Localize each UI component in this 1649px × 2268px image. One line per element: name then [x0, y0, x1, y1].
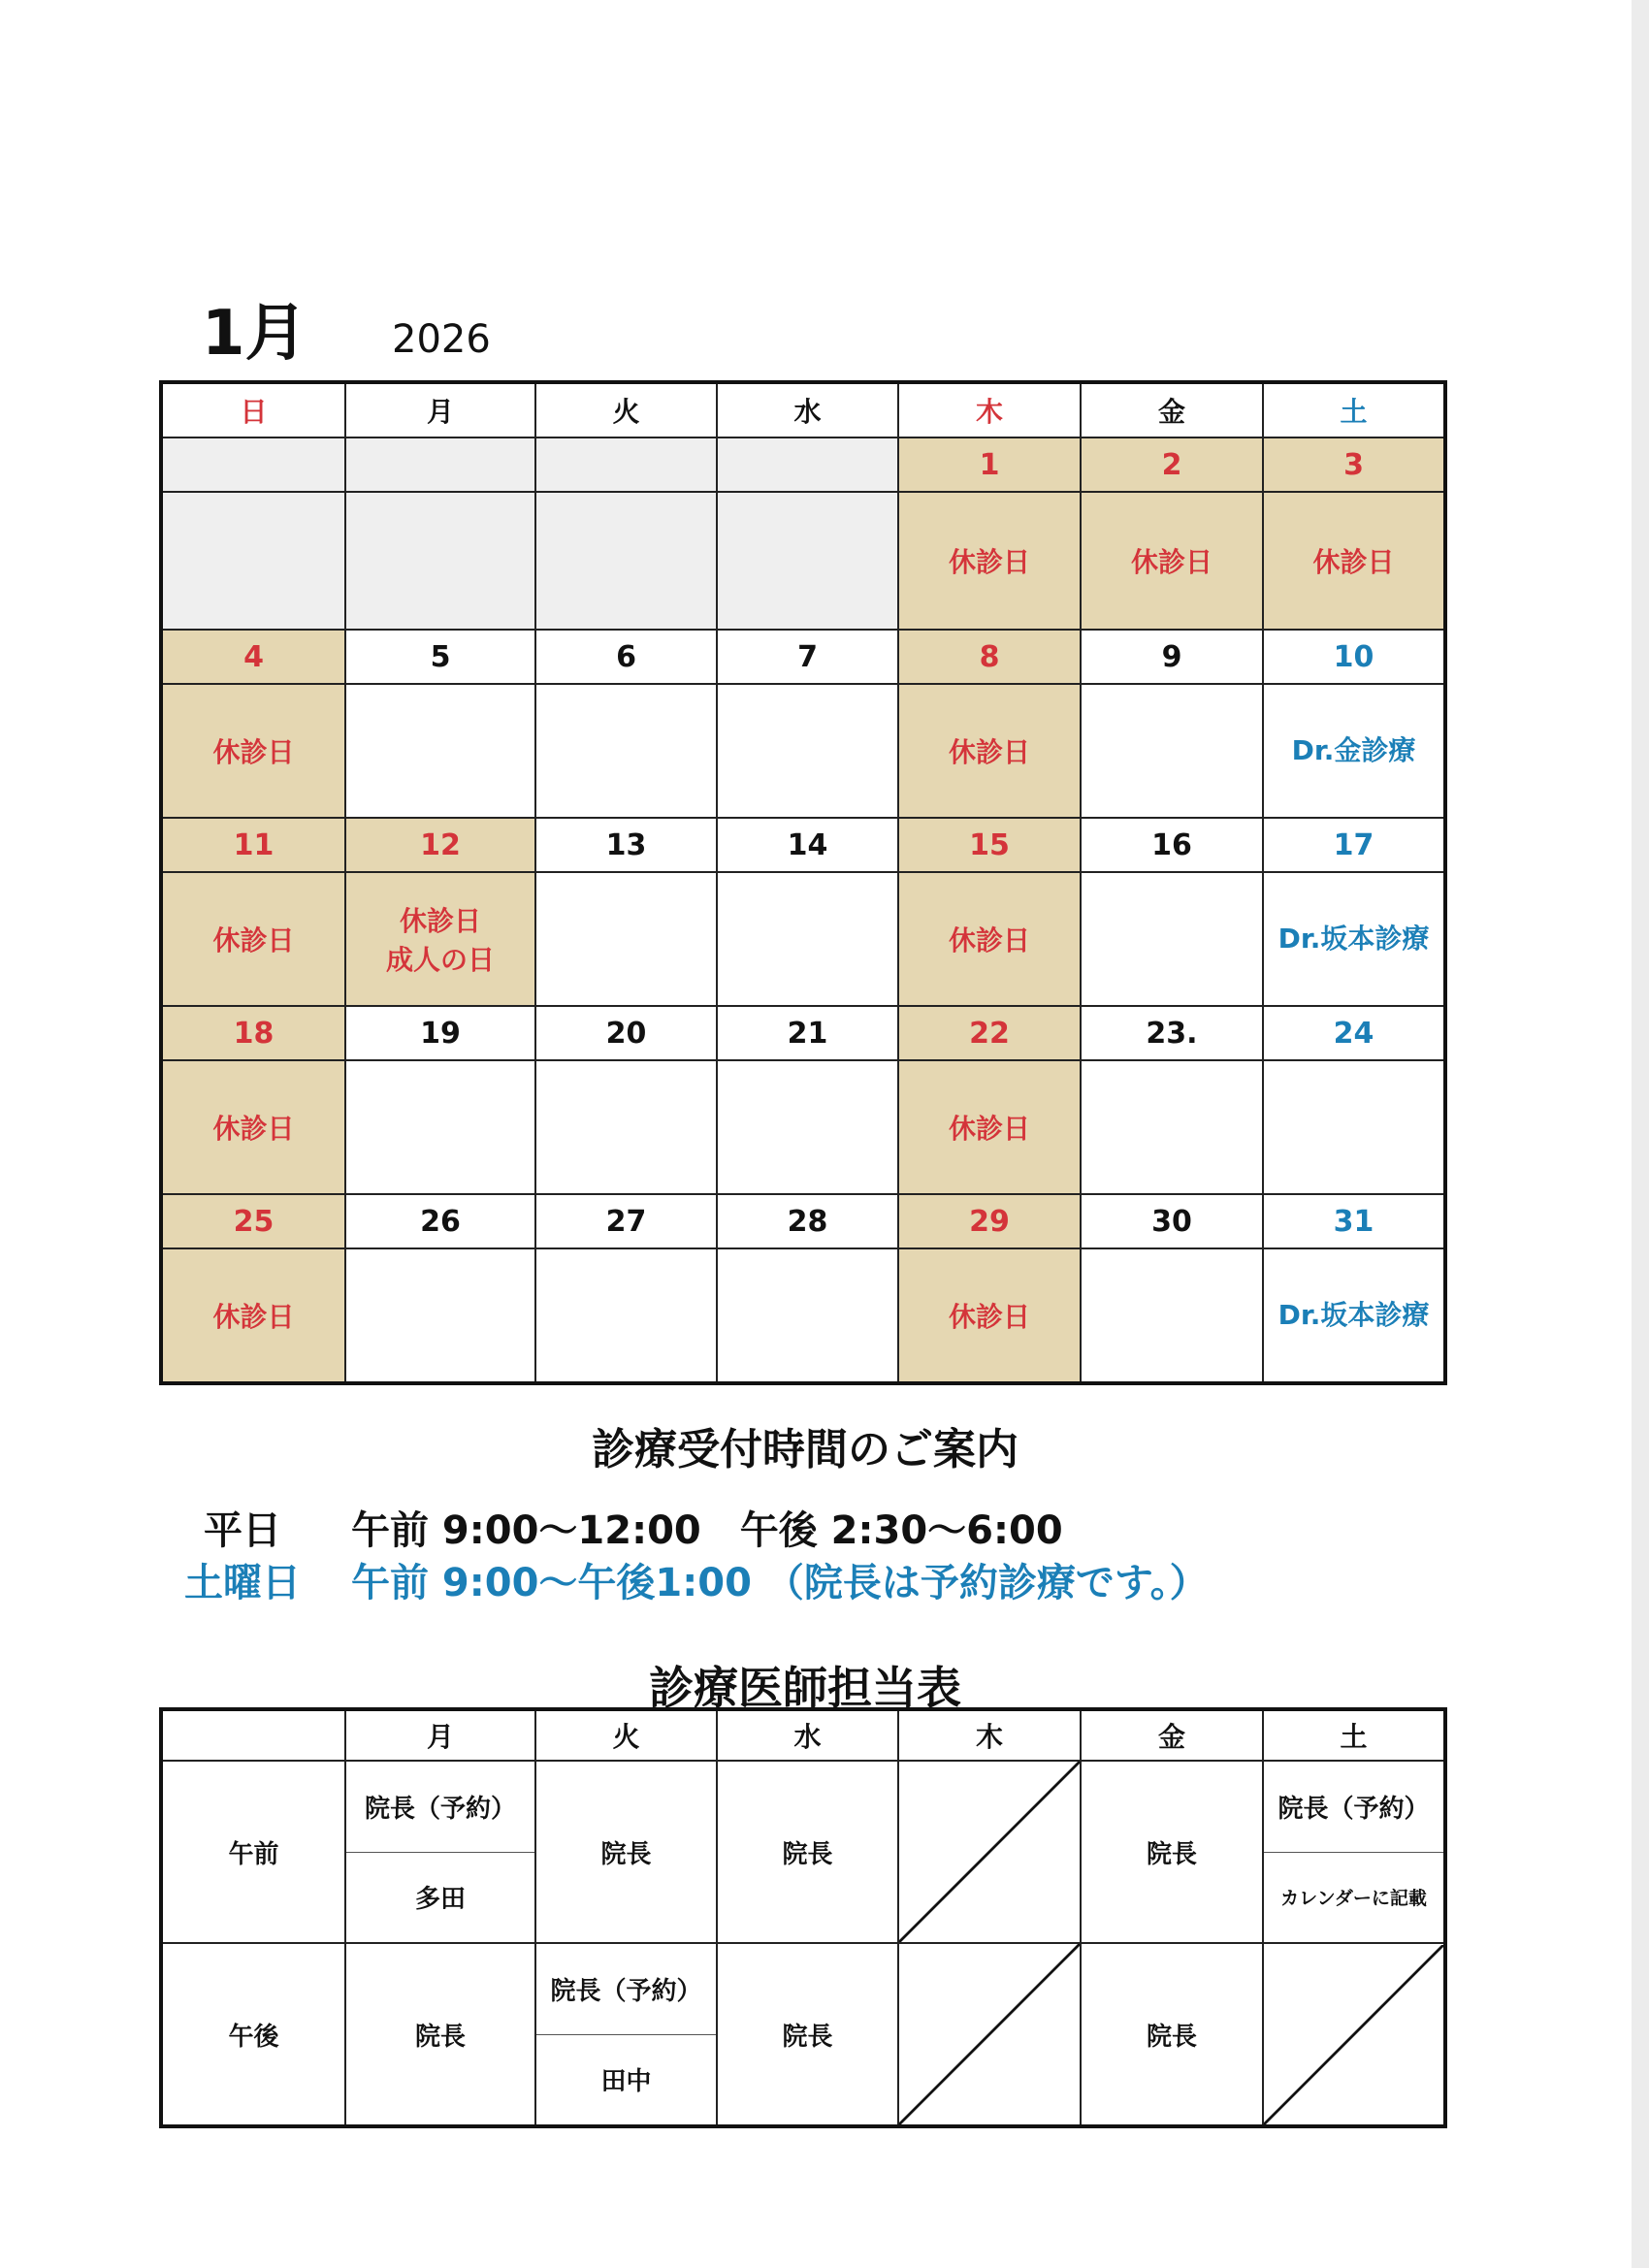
- day-number: 9: [1081, 630, 1263, 684]
- tue-am: 院長: [535, 1761, 717, 1943]
- week-4-dates: [161, 1006, 1445, 1060]
- wed-am: 院長: [717, 1761, 898, 1943]
- mon-am-top: 院長（予約）: [346, 1762, 534, 1853]
- day-number: 27: [535, 1194, 717, 1248]
- note-cell: [1081, 872, 1263, 1006]
- tue-pm-bottom: 田中: [600, 2067, 652, 2097]
- day-number: 11: [161, 818, 345, 872]
- mon-am-bottom: 多田: [414, 1885, 466, 1915]
- closed-day-note: 休診日: [161, 1248, 345, 1383]
- closed-day-note: 休診日: [898, 684, 1081, 818]
- note-cell: [1081, 1248, 1263, 1383]
- morning-label: 午前: [161, 1761, 345, 1943]
- day-number: 29: [898, 1194, 1081, 1248]
- doctor-note: Dr.金診療: [1263, 684, 1445, 818]
- note-cell: [345, 1060, 535, 1194]
- doctor-schedule-title: 診療医師担当表: [649, 1662, 961, 1714]
- week-1-notes: [161, 492, 1445, 630]
- day-number: 5: [345, 630, 535, 684]
- day-number: 18: [161, 1006, 345, 1060]
- closed-day-note: 休診日: [1263, 492, 1445, 630]
- week-2-dates: [161, 630, 1445, 684]
- day-number: 4: [161, 630, 345, 684]
- day-number: 7: [717, 630, 898, 684]
- day-number: 21: [717, 1006, 898, 1060]
- weekday-fri: 金: [1081, 382, 1263, 437]
- year-label: 2026: [392, 317, 491, 362]
- doc-weekday-sat: 土: [1263, 1709, 1445, 1761]
- fri-am: 院長: [1081, 1761, 1263, 1943]
- day-number: 2: [1081, 437, 1263, 492]
- closed-day-note: 休診日: [898, 1248, 1081, 1383]
- day-number: 20: [535, 1006, 717, 1060]
- day-number: 12: [345, 818, 535, 872]
- day-number: 3: [1263, 437, 1445, 492]
- closed-day-note: 休診日: [161, 684, 345, 818]
- weekday-hours: [204, 1500, 1063, 1555]
- doc-weekday-tue: 火: [535, 1709, 717, 1761]
- doctor-note: Dr.坂本診療: [1263, 872, 1445, 1006]
- month-title: 1月: [202, 298, 307, 370]
- closed-day-note: 休診日: [399, 905, 481, 937]
- note-cell: [1081, 684, 1263, 818]
- day-number: 25: [161, 1194, 345, 1248]
- weekday-hours-label: 平日: [204, 1508, 281, 1553]
- week-4-notes: [161, 1060, 1445, 1194]
- closed-day-note: 休診日: [161, 1060, 345, 1194]
- sat-am-top: 院長（予約）: [1264, 1762, 1443, 1853]
- calendar-grid: [159, 380, 1447, 1385]
- week-3-notes: [161, 872, 1445, 1006]
- weekday-mon: 月: [345, 382, 535, 437]
- fri-pm: 院長: [1081, 1943, 1263, 2126]
- mon-pm: 院長: [345, 1943, 535, 2126]
- day-number: 22: [898, 1006, 1081, 1060]
- day-number: 19: [345, 1006, 535, 1060]
- closed-day-note: 休診日: [898, 872, 1081, 1006]
- sat-am-bottom: カレンダーに記載: [1280, 1888, 1427, 1910]
- doc-weekday-fri: 金: [1081, 1709, 1263, 1761]
- split-cell: [346, 1762, 534, 1942]
- day-number: 1: [898, 437, 1081, 492]
- note-cell: [345, 684, 535, 818]
- note-cell: [535, 1248, 717, 1383]
- note-cell: [345, 1248, 535, 1383]
- note-cell-empty: [535, 492, 717, 630]
- day-number: 26: [345, 1194, 535, 1248]
- note-cell: [717, 1248, 898, 1383]
- split-cell: [536, 1944, 716, 2124]
- week-3-dates: [161, 818, 1445, 872]
- weekday-wed: 水: [717, 382, 898, 437]
- note-cell: [535, 872, 717, 1006]
- saturday-hours-text: 午前 9:00〜午後1:00 （院長は予約診療です。）: [351, 1561, 1209, 1605]
- doctor-schedule-table: [159, 1707, 1447, 2128]
- day-cell-empty: [161, 437, 345, 492]
- weekday-sat: 土: [1263, 382, 1445, 437]
- day-number: 31: [1263, 1194, 1445, 1248]
- note-cell: [535, 684, 717, 818]
- note-cell-empty: [717, 492, 898, 630]
- note-cell: [1263, 1060, 1445, 1194]
- doctor-header-row: [161, 1709, 1445, 1761]
- corner-cell: [161, 1709, 345, 1761]
- afternoon-label: 午後: [161, 1943, 345, 2126]
- tue-pm-top: 院長（予約）: [536, 1944, 716, 2035]
- day-number: 23.: [1081, 1006, 1263, 1060]
- note-cell: [717, 872, 898, 1006]
- week-5-dates: [161, 1194, 1445, 1248]
- sat-pm-none: [1263, 1943, 1445, 2126]
- day-number: 17: [1263, 818, 1445, 872]
- hours-title: 診療受付時間のご案内: [592, 1425, 1018, 1474]
- note-cell-empty: [345, 492, 535, 630]
- morning-row: [161, 1761, 1445, 1943]
- note-cell-empty: [161, 492, 345, 630]
- holiday-note: [345, 872, 535, 1006]
- week-5-notes: [161, 1248, 1445, 1383]
- closed-day-note: 休診日: [898, 492, 1081, 630]
- holiday-name: 成人の日: [385, 944, 495, 976]
- closed-day-note: 休診日: [898, 1060, 1081, 1194]
- day-number: 6: [535, 630, 717, 684]
- day-number: 8: [898, 630, 1081, 684]
- day-cell-empty: [717, 437, 898, 492]
- closed-day-note: 休診日: [161, 872, 345, 1006]
- note-cell: [717, 684, 898, 818]
- diagonal-slash: [899, 1762, 1080, 1942]
- day-number: 28: [717, 1194, 898, 1248]
- day-cell-empty: [345, 437, 535, 492]
- doc-weekday-thu: 木: [898, 1709, 1081, 1761]
- tue-pm-cell: [535, 1943, 717, 2126]
- diagonal-slash: [1264, 1945, 1443, 2124]
- closed-day-note: 休診日: [1081, 492, 1263, 630]
- scan-edge: [1632, 0, 1649, 2268]
- day-number: 10: [1263, 630, 1445, 684]
- thu-pm-none: [898, 1943, 1081, 2126]
- day-number: 30: [1081, 1194, 1263, 1248]
- afternoon-row: [161, 1943, 1445, 2126]
- calendar-header-row: [161, 382, 1445, 437]
- day-cell-empty: [535, 437, 717, 492]
- day-number: 16: [1081, 818, 1263, 872]
- note-cell: [1081, 1060, 1263, 1194]
- sat-am-cell: [1263, 1761, 1445, 1943]
- doc-weekday-wed: 水: [717, 1709, 898, 1761]
- thu-am-none: [898, 1761, 1081, 1943]
- note-cell: [717, 1060, 898, 1194]
- weekday-tue: 火: [535, 382, 717, 437]
- split-cell: [1264, 1762, 1443, 1942]
- day-number: 13: [535, 818, 717, 872]
- doctor-note: Dr.坂本診療: [1263, 1248, 1445, 1383]
- day-number: 14: [717, 818, 898, 872]
- saturday-hours: [184, 1552, 1209, 1607]
- week-2-notes: [161, 684, 1445, 818]
- weekday-sun: 日: [161, 382, 345, 437]
- wed-pm: 院長: [717, 1943, 898, 2126]
- saturday-hours-label: 土曜日: [184, 1561, 301, 1605]
- doc-weekday-mon: 月: [345, 1709, 535, 1761]
- mon-am-cell: [345, 1761, 535, 1943]
- week-1-dates: [161, 437, 1445, 492]
- note-cell: [535, 1060, 717, 1194]
- weekday-thu: 木: [898, 382, 1081, 437]
- weekday-hours-text: 午前 9:00〜12:00 午後 2:30〜6:00: [351, 1508, 1063, 1553]
- day-number: 15: [898, 818, 1081, 872]
- diagonal-slash: [899, 1944, 1080, 2124]
- day-number: 24: [1263, 1006, 1445, 1060]
